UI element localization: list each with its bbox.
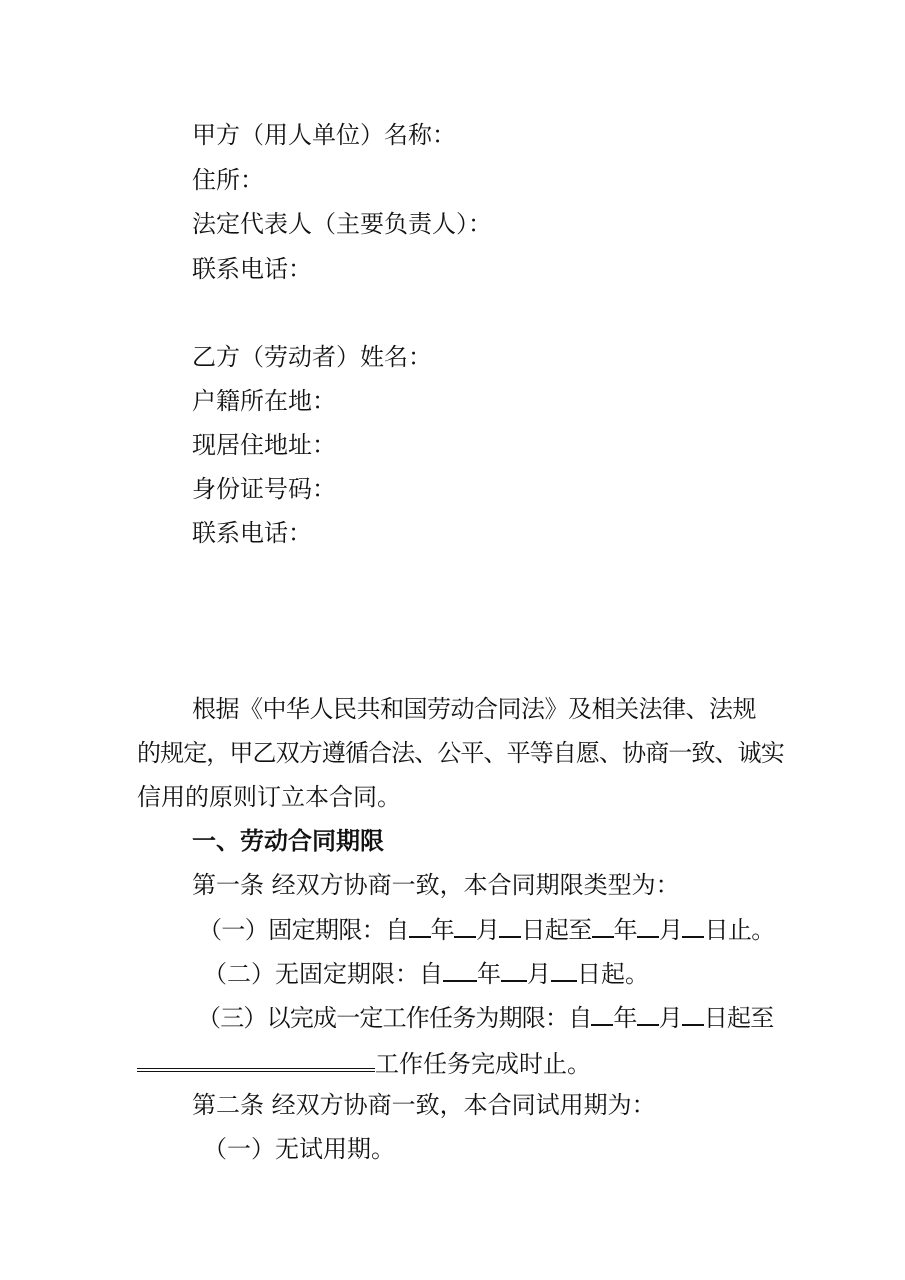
day-from-text: 日起至 (703, 1004, 774, 1032)
preamble-line-2: 的规定，甲乙双方遵循合法、公平、平等自愿、协商一致、诚实 (137, 739, 784, 767)
party-a-name-label: 甲方（用人单位）名称： (192, 121, 456, 149)
year-blank (409, 914, 431, 938)
year-blank (592, 914, 614, 938)
term-option-task-line-2 (137, 1046, 591, 1079)
preamble-line-1: 根据《中华人民共和国劳动合同法》及相关法律、法规 (192, 695, 756, 723)
term-option-open (203, 958, 649, 989)
month-blank (637, 1002, 659, 1026)
month-text: 月 (527, 960, 551, 988)
term-task-prefix: （三）以完成一定工作任务为期限：自 (197, 1004, 592, 1032)
party-b-household-label: 户籍所在地： (192, 387, 336, 415)
probation-option-none: （一）无试用期。 (203, 1135, 395, 1163)
article-2: 第二条 经双方协商一致，本合同试用期为： (192, 1091, 656, 1119)
preamble-line-3: 信用的原则订立本合同。 (137, 783, 401, 811)
term-option-task (197, 1002, 773, 1033)
day-blank (499, 914, 521, 938)
year-text: 年 (613, 916, 638, 944)
day-blank (682, 1002, 704, 1026)
task-suffix-text: 工作任务完成时止。 (375, 1050, 591, 1078)
month-blank (637, 914, 659, 938)
party-b-name-label: 乙方（劳动者）姓名： (192, 343, 432, 371)
month-text: 月 (476, 916, 500, 944)
party-a-phone-label: 联系电话： (192, 255, 312, 283)
term-option-fixed (198, 914, 775, 945)
year-blank (591, 1002, 613, 1026)
section-heading: 一、劳动合同期限 (192, 827, 384, 855)
term-open-prefix: （二）无固定期限：自 (203, 960, 443, 988)
party-a-legal-rep-label: 法定代表人（主要负责人）： (192, 210, 492, 238)
year-text: 年 (613, 1004, 637, 1032)
day-blank (682, 914, 704, 938)
day-blank (551, 958, 577, 982)
month-text: 月 (658, 1004, 682, 1032)
task-blank (137, 1046, 375, 1072)
party-b-id-label: 身份证号码： (192, 475, 336, 503)
article-1: 第一条 经双方协商一致，本合同期限类型为： (192, 871, 680, 899)
month-blank (501, 958, 527, 982)
party-a-address-label: 住所： (192, 166, 264, 194)
year-text: 年 (430, 916, 455, 944)
day-end-text: 日起。 (577, 960, 649, 988)
party-b-current-address-label: 现居住地址： (192, 431, 336, 459)
day-from-text: 日起至 (521, 916, 592, 944)
month-blank (454, 914, 476, 938)
term-fixed-prefix: （一）固定期限：自 (198, 916, 409, 944)
year-blank (443, 958, 477, 982)
year-text: 年 (477, 960, 501, 988)
party-b-phone-label: 联系电话： (192, 519, 312, 547)
month-text: 月 (659, 916, 683, 944)
day-end-text: 日止。 (704, 916, 775, 944)
